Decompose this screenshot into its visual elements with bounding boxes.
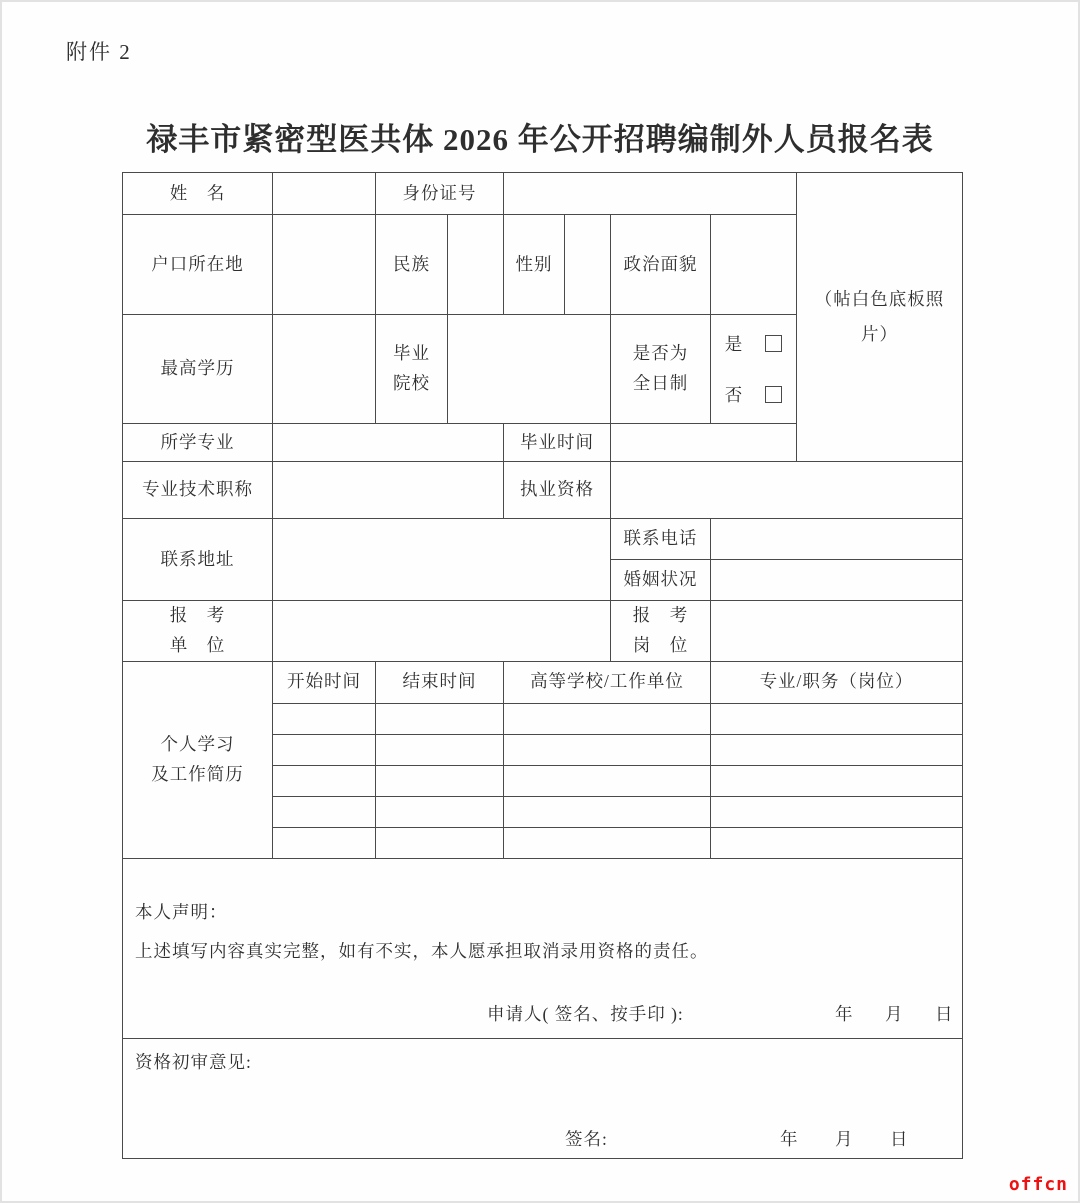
resume-input-cell-start-time[interactable] [273,827,376,858]
resume-input-cell-major-post[interactable] [711,765,963,796]
review-signature-line [135,1126,952,1152]
ethnicity-label: 民族 [376,215,448,315]
row-title-qualification [123,462,963,519]
resume-col-end-time: 结束时间 [376,661,504,703]
row-contact-phone [123,519,963,560]
review-heading: 资格初审意见: [135,1051,252,1072]
resume-input-cell-school-unit[interactable] [504,734,711,765]
major-label: 所学专业 [123,424,273,462]
resume-input-cell-major-post[interactable] [711,703,963,734]
review-month-label: 月 [835,1128,854,1149]
apply-post-label: 报 考 岗 位 [611,601,711,662]
resume-input-cell-school-unit[interactable] [504,703,711,734]
household-input-cell[interactable] [273,215,376,315]
marital-status-input-cell[interactable] [711,560,963,601]
review-year-label: 年 [780,1128,799,1149]
marital-status-label: 婚姻状况 [611,560,711,601]
offcn-watermark: offcn [1008,1174,1068,1195]
row-name-id [123,173,963,215]
political-status-input-cell[interactable] [711,215,797,315]
resume-input-cell-major-post[interactable] [711,796,963,827]
professional-title-input-cell[interactable] [273,462,504,519]
contact-phone-input-cell[interactable] [711,519,963,560]
id-number-input-cell[interactable] [504,173,797,215]
resume-input-cell-major-post[interactable] [711,734,963,765]
resume-input-cell-end-time[interactable] [376,796,504,827]
highest-education-input-cell[interactable] [273,315,376,424]
apply-unit-input-cell[interactable] [273,601,611,662]
review-day-label: 日 [890,1128,909,1149]
practice-qualification-input-cell[interactable] [611,462,963,519]
photo-box[interactable] [797,173,963,462]
resume-input-cell-end-time[interactable] [376,765,504,796]
practice-qualification-label: 执业资格 [504,462,611,519]
photo-note-line1: （帖白色底板照 [814,289,945,309]
resume-input-cell-end-time[interactable] [376,827,504,858]
fulltime-checkbox-cell [711,315,797,424]
resume-input-cell-start-time[interactable] [273,703,376,734]
row-apply [123,601,963,662]
declaration-day-label: 日 [935,1003,954,1024]
id-number-label: 身份证号 [376,173,504,215]
no-label: 否 [724,385,744,405]
resume-header-row [123,661,963,703]
name-label: 姓 名 [123,173,273,215]
review-cell[interactable] [123,1038,963,1158]
contact-address-label: 联系地址 [123,519,273,601]
resume-input-cell-start-time[interactable] [273,734,376,765]
declaration-cell [123,858,963,1038]
highest-education-label: 最高学历 [123,315,273,424]
page-title: 禄丰市紧密型医共体 2026 年公开招聘编制外人员报名表 [146,122,934,157]
resume-input-cell-start-time[interactable] [273,765,376,796]
apply-post-input-cell[interactable] [711,601,963,662]
name-input-cell[interactable] [273,173,376,215]
resume-col-school-unit: 高等学校/工作单位 [504,661,711,703]
ethnicity-input-cell[interactable] [448,215,504,315]
declaration-year-label: 年 [835,1003,854,1024]
application-form-table [122,172,963,1159]
graduate-school-label: 毕业 院校 [376,315,448,424]
declaration-signature-line [135,1001,952,1027]
declaration-heading: 本人声明： [135,901,228,922]
resume-section-label: 个人学习 及工作简历 [123,661,273,858]
declaration-body: 上述填写内容真实完整，如有不实，本人愿承担取消录用资格的责任。 [135,940,709,961]
resume-input-cell-end-time[interactable] [376,734,504,765]
major-input-cell[interactable] [273,424,504,462]
yes-checkbox[interactable] [765,335,782,352]
applicant-signature-label: 申请人( 签名、按手印 ): [487,1003,684,1024]
gender-input-cell[interactable] [565,215,611,315]
no-checkbox[interactable] [765,386,782,403]
graduate-school-input-cell[interactable] [448,315,611,424]
political-status-label: 政治面貌 [611,215,711,315]
resume-input-cell-school-unit[interactable] [504,765,711,796]
resume-col-major-post: 专业/职务（岗位） [711,661,963,703]
resume-input-cell-major-post[interactable] [711,827,963,858]
household-label: 户口所在地 [123,215,273,315]
attachment-label: 附件 2 [66,40,132,64]
photo-note-line2: 片） [861,324,898,344]
graduation-time-input-cell[interactable] [611,424,797,462]
yes-label: 是 [724,334,744,354]
contact-phone-label: 联系电话 [611,519,711,560]
resume-input-cell-school-unit[interactable] [504,796,711,827]
apply-unit-label: 报 考 单 位 [123,601,273,662]
review-row [123,1038,963,1158]
declaration-month-label: 月 [885,1003,904,1024]
declaration-row [123,858,963,1038]
review-signature-label: 签名: [565,1128,608,1149]
resume-input-cell-start-time[interactable] [273,796,376,827]
resume-col-start-time: 开始时间 [273,661,376,703]
fulltime-label: 是否为 全日制 [611,315,711,424]
resume-input-cell-school-unit[interactable] [504,827,711,858]
graduation-time-label: 毕业时间 [504,424,611,462]
resume-input-cell-end-time[interactable] [376,703,504,734]
professional-title-label: 专业技术职称 [123,462,273,519]
gender-label: 性别 [504,215,565,315]
contact-address-input-cell[interactable] [273,519,611,601]
